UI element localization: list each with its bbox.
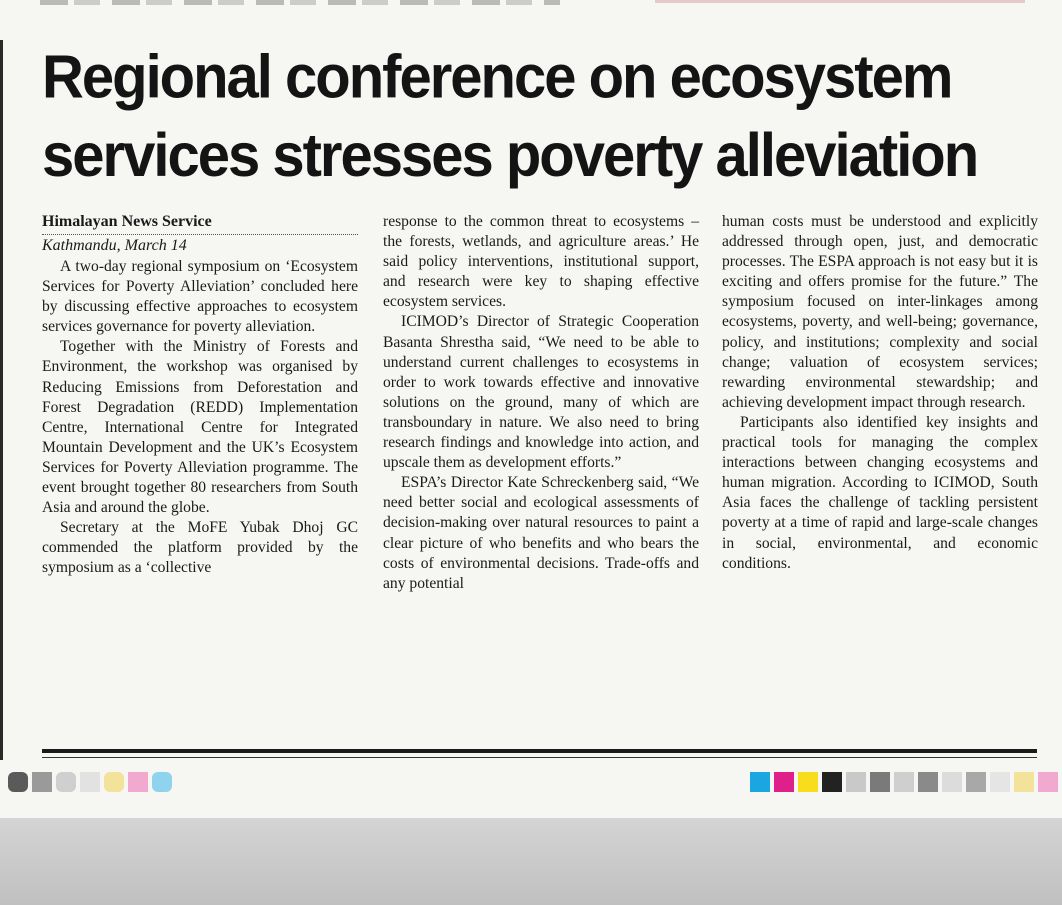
paragraph: Together with the Ministry of Forests and Environment, the workshop was organised by Reducing Emissions from Deforestation and Forest Degradation (REDD) Implementation Centre, International Centre for Integrated Mountain Development and the UK’s Ecosystem Services for Poverty Alleviation programme. The event brought together 80 researchers from South Asia and around the globe.	[42, 338, 358, 517]
color-swatch	[798, 772, 818, 792]
color-swatch	[846, 772, 866, 792]
color-swatch	[32, 772, 52, 792]
headline-line-2: services stresses poverty alleviation	[42, 120, 978, 190]
color-swatch	[918, 772, 938, 792]
color-swatch	[894, 772, 914, 792]
paragraph: response to the common threat to ecosystems – the forests, wetlands, and agriculture areas.’ He said policy interventions, institutional support, and research were key to shaping effective ecosystem services.	[383, 213, 699, 311]
background-surface	[0, 818, 1062, 905]
color-swatch	[1014, 772, 1034, 792]
color-swatch	[8, 772, 28, 792]
print-registration-marks-left	[8, 772, 172, 792]
byline: Himalayan News Service	[42, 212, 358, 235]
column-rule-left	[0, 40, 3, 760]
paragraph: ESPA’s Director Kate Schreckenberg said, “We need better social and ecological assessments of decision-making over natural resources to paint a clear picture of who benefits and who bears the costs of environmental decisions. Trade-offs and any potential	[383, 474, 699, 592]
color-swatch	[822, 772, 842, 792]
dateline: Kathmandu, March 14	[42, 237, 187, 254]
article-column-3	[722, 212, 1038, 574]
article-column-2	[383, 212, 699, 594]
color-swatch	[774, 772, 794, 792]
headline-line-1: Regional conference on ecosystem	[42, 42, 952, 112]
color-swatch	[128, 772, 148, 792]
paragraph: A two-day regional symposium on ‘Ecosystem Services for Poverty Alleviation’ concluded here by discussing effective approaches to ecosystem services governance for poverty alleviation.	[42, 258, 358, 336]
color-swatch	[80, 772, 100, 792]
headline	[42, 38, 1042, 195]
paragraph: human costs must be understood and explicitly addressed through open, just, and democratic processes. The ESPA approach is not easy but it is exciting and offers promise for the future.” The symposium focused on inter-linkages among ecosystems, poverty, and well-being; governance, policy, and institutions; complexity and social change; valuation of ecosystem services; rewarding environmental stewardship; and achieving development impact through research.	[722, 213, 1038, 411]
color-swatch	[1038, 772, 1058, 792]
color-swatch	[870, 772, 890, 792]
color-bar-edge	[655, 0, 1025, 3]
color-swatch	[966, 772, 986, 792]
paragraph: Participants also identified key insights and practical tools for managing the complex interactions between changing ecosystems and human migration. According to ICIMOD, South Asia faces the challenge of tackling persistent poverty at a time of rapid and large-scale changes in social, environmental, and economic conditions.	[722, 413, 1038, 572]
paragraph: Secretary at the MoFE Yubak Dhoj GC commended the platform provided by the symposium as a ‘collective	[42, 519, 358, 577]
article-column-1	[42, 212, 358, 579]
bottom-rule-thin	[42, 757, 1037, 758]
color-swatch	[990, 772, 1010, 792]
previous-article-edge	[40, 0, 560, 5]
color-swatch	[750, 772, 770, 792]
bottom-rule-thick	[42, 749, 1037, 753]
color-swatch	[152, 772, 172, 792]
color-swatch	[56, 772, 76, 792]
color-swatch	[942, 772, 962, 792]
print-registration-marks-right	[750, 772, 1062, 792]
paragraph: ICIMOD’s Director of Strategic Cooperation Basanta Shrestha said, “We need to be able to understand current challenges to ecosystems in order to work towards effective and innovative solutions on the ground, many of which are transboundary in nature. We also need to bring research findings and knowledge into action, and upscale them as development efforts.”	[383, 313, 699, 472]
color-swatch	[104, 772, 124, 792]
